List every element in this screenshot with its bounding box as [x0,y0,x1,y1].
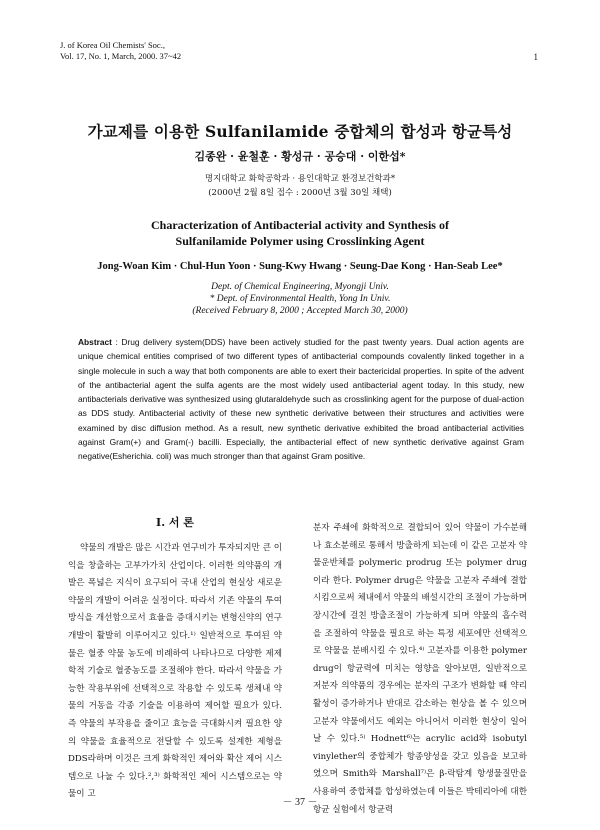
journal-volume: Vol. 17, No. 1, March, 2000. 37~42 [60,51,182,61]
journal-header [60,40,181,62]
korean-affiliation: 명지대학교 화학공학과 · 용인대학교 환경보건학과* [204,174,396,184]
abstract-label: Abstract [78,337,112,347]
english-received: (Received February 8, 2000 ; Accepted March 30, 2000) [192,306,408,316]
body-paragraph-left: 약물의 개발은 많은 시간과 연구비가 투자되지만 큰 이익을 창출하는 고부가가치 산업이다. 이러한 의약품의 개발은 폭넓은 지식이 요구되어 국내 산업의 현실상 새로운 약물의 개발이 어려운 실정이다. 따라서 기존 약물의 투여방식을 개선함으로서 효율을 증대시키는 변형신약의 연구개발이 활발히 이루어지고 있다.¹⁾ 일반적으로 투여된 약물은 혈중 약물 농도에 비례하여 나타나므로 다양한 제제학적 기술로 혈중농도를 조절해야 한다. 따라서 약물을 가능한 작용부위에 선택적으로 작용할 수 있도록 생체내 약물의 거동을 각종 기술을 이용하여 제어할 필요가 있다. 즉 약물의 부작용을 줄이고 효능을 극대화시켜 필요한 양의 약물을 효율적으로 전달할 수 있도록 설계한 제형을 DDS라하며 이것은 크게 화학적인 제어와 확산 제어 시스템으로 나눌 수 있다.²,³⁾ 화학적인 제어 시스템으로는 약물이 고 [68,543,282,800]
abstract-text: : Drug delivery system(DDS) have been actively studied for the past twenty years. Dual action agents are unique chemical entities comprised of two different types of antibacterial compounds covalently linked together in a single molecule in such a way that both components are able to exert their bactericidal properties. In spite of the advent of the antibacterial agent the sulfa agents are the most widely used antibacterial agent today. In this study, new antibacterials derivative was synthesized using glutaraldehyde such as crosslinking agent for the purpose of dual-action as DDS study. Antibacterial activity of these new synthetic derivative between their structures and activities were examined by disc diffusion method. As a result, new synthetic derivative exhibited the broad antibacterial activities against Gram(+) and Gram(-) bacilli. Especially, the antibacterial effect of new synthetic derivative against Gram negative(Esherichia. coli) was much stronger than that against Gram positive. [78,337,524,462]
abstract [78,335,524,464]
english-title-line2: Sulfanilamide Polymer using Crosslinking Agent [175,234,425,248]
english-title-line1: Characterization of Antibacterial activity and Synthesis of [151,218,449,232]
page-footer-number: － 37 － [282,797,318,808]
body-column-left [68,540,282,804]
section-heading-introduction: Ⅰ. 서 론 [156,516,194,529]
korean-title: 가교제를 이용한 Sulfanilamide 중합체의 합성과 항균특성 [87,122,513,141]
english-authors: Jong-Woan Kim · Chul-Hun Yoon · Sung-Kwy Hwang · Seung-Dae Kong · Han-Seab Lee* [97,261,503,272]
english-title [0,217,600,249]
journal-name: J. of Korea Oil Chemists' Soc., [60,40,165,50]
body-column-right [313,520,527,819]
korean-authors: 김종완 · 윤철훈 · 황성규 · 공승대 · 이한섭* [194,150,406,163]
korean-affiliation-block [0,172,600,200]
korean-received: (2000년 2월 8일 접수 : 2000년 3월 30일 채택) [208,188,392,198]
body-paragraph-right: 분자 주쇄에 화학적으로 결합되어 있어 약물이 가수분해나 효소분해로 통해서 방출하게 되는데 이 같은 고분자 약물운반체를 polymeric prodrug 또는 polymer drug이라 한다. Polymer drug은 약물을 고분자 주쇄에 결합시킴으로써 체내에서 약물의 배설시간의 조절이 가능하며 장시간에 걸친 방출조절이 가능하게 되며 약물의 흡수력을 조절하여 약물을 필요로 하는 특정 세포에만 선택적으로 약물을 분배시킬 수 있다.⁴⁾ 고분자를 이용한 polymer drug이 항균력에 미치는 영향을 알아보면, 일반적으로 저분자 의약품의 경우에는 분자의 구조가 변화할 때 약리 활성이 증가하거나 반대로 감소하는 현상을 볼 수 있으며 고분자 약물에서도 예외는 아니어서 이러한 현상이 일어날 수 있다.⁵⁾ Hodnett⁶⁾는 acrylic acid와 isobutyl vinylether의 중합체가 항종양성을 갖고 있음을 보고하였으며 Smith와 Marshall⁷⁾은 β-락탐계 항생물질만을 사용하여 중합체를 합성하였는데 이들은 박테리아에 대한 항균 실험에서 항균력 [313,523,527,815]
english-affiliation-block [0,281,600,317]
english-affiliation-2: * Dept. of Environmental Health, Yong In Univ. [209,294,391,304]
english-affiliation-1: Dept. of Chemical Engineering, Myongji Univ. [211,282,389,292]
page-corner-number: 1 [533,52,538,62]
